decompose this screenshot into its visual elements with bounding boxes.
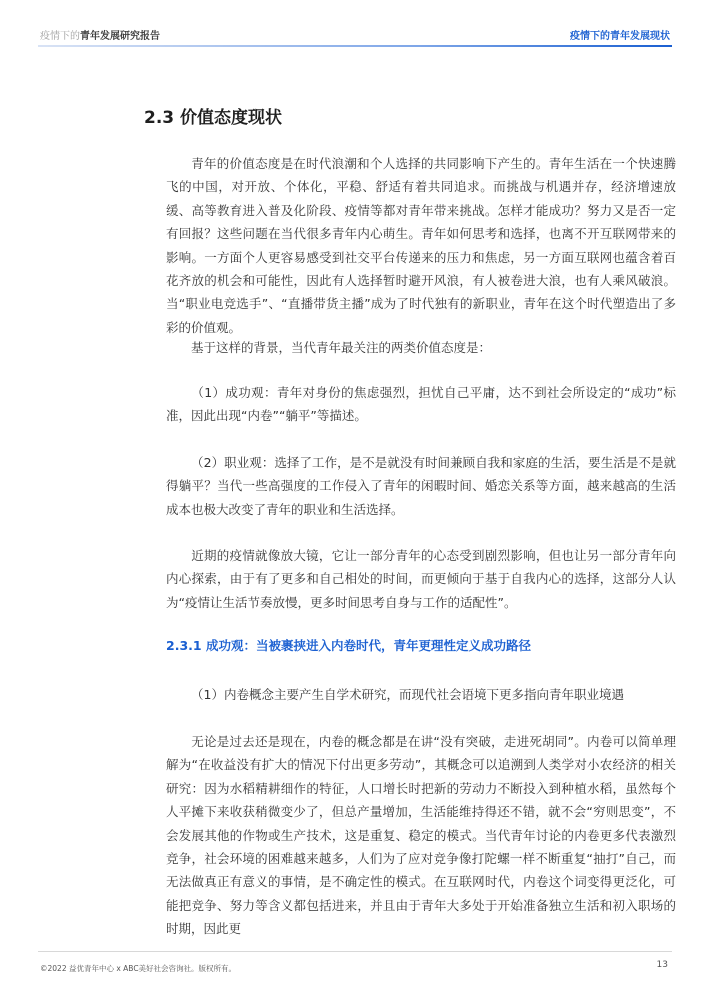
paragraph-pandemic [166,544,676,614]
paragraph-text: 基于这样的背景，当代青年最关注的两类价值态度是： [191,340,492,355]
paragraph-success-view [166,381,676,428]
chapter-title: 疫情下的青年发展现状 [570,31,670,42]
paragraph-intro [166,152,676,339]
report-title-bold: 青年发展研究报告 [80,31,160,42]
subsection-heading: 2.3.1 成功观：当被裹挟进入内卷时代，青年更理性定义成功路径 [166,638,531,653]
section-heading: 2.3 价值态度现状 [144,108,283,128]
paragraph-text: 青年的价值态度是在时代浪潮和个人选择的共同影响下产生的。青年生活在一个快速腾飞的中国，对开放、个体化，平稳、舒适有着共同追求。而挑战与机遇并存，经济增速放缓、高等教育进入普及化阶段、疫情等都对青年带来挑战。怎样才能成功？努力又是否一定有回报？这些问题在当代很多青年内心萌生。青年如何思考和选择，也离不开互联网带来的影响。一方面个人更容易感受到社交平台传递来的压力和焦虑，另一方面互联网也蕴含着百花齐放的机会和可能性，因此有人选择暂时避开风浪，有人被卷进大浪，也有人乘风破浪。当“职业电竞选手”、“直播带货主播”成为了时代独有的新职业，青年在这个时代塑造出了多彩的价值观。 [166,156,676,335]
report-title-prefix: 疫情下的 [40,31,80,42]
paragraph-text: 近期的疫情就像放大镜，它让一部分青年的心态受到剧烈影响，但也让另一部分青年向内心探索，由于有了更多和自己相处的时间，而更倾向于基于自我内心的选择，这部分人认为“疫情让生活节奏放慢，更多时间思考自身与工作的适配性”。 [166,548,676,610]
paragraph-background [166,336,676,359]
header-divider [38,45,672,47]
copyright-notice: ©2022 益优青年中心 x ABC美好社会咨询社。版权所有。 [40,964,237,973]
page-header [0,0,710,48]
page-number: 13 [656,960,668,970]
paragraph-career-view [166,451,676,521]
footer-divider [38,951,672,952]
paragraph-text: （2）职业观：选择了工作，是不是就没有时间兼顾自我和家庭的生活，要生活是不是就得躺平？当代一些高强度的工作侵入了青年的闲暇时间、婚恋关系等方面，越来越高的生活成本也极大改变了青年的职业和生活选择。 [166,455,676,517]
paragraph-text: （1）内卷概念主要产生自学术研究，而现代社会语境下更多指向青年职业境遇 [191,687,624,702]
paragraph-involution-detail [166,730,676,941]
paragraph-text: （1）成功观：青年对身份的焦虑强烈，担忧自己平庸，达不到社会所设定的“成功”标准，因此出现“内卷”“躺平”等描述。 [166,385,676,424]
report-title [40,27,160,42]
paragraph-involution-origin [166,683,676,706]
paragraph-text: 无论是过去还是现在，内卷的概念都是在讲“没有突破，走进死胡同”。内卷可以简单理解为“在收益没有扩大的情况下付出更多劳动”，其概念可以追溯到人类学对小农经济的相关研究：因为水稻精耕细作的特征，人口增长时把新的劳动力不断投入到种植水稻，虽然每个人平摊下来收获稍微变少了，但总产量增加，生活能维持得还不错，就不会“穷则思变”，不会发展其他的作物或生产技术，这是重复、稳定的模式。当代青年讨论的内卷更多代表激烈竞争，社会环境的困难越来越多，人们为了应对竞争像打陀螺一样不断重复“抽打”自己，而无法做真正有意义的事情，是不确定性的模式。在互联网时代，内卷这个词变得更泛化，可能把竞争、努力等含义都包括进来，并且由于青年大多处于开始准备独立生活和初入职场的时期，因此更 [166,734,676,937]
